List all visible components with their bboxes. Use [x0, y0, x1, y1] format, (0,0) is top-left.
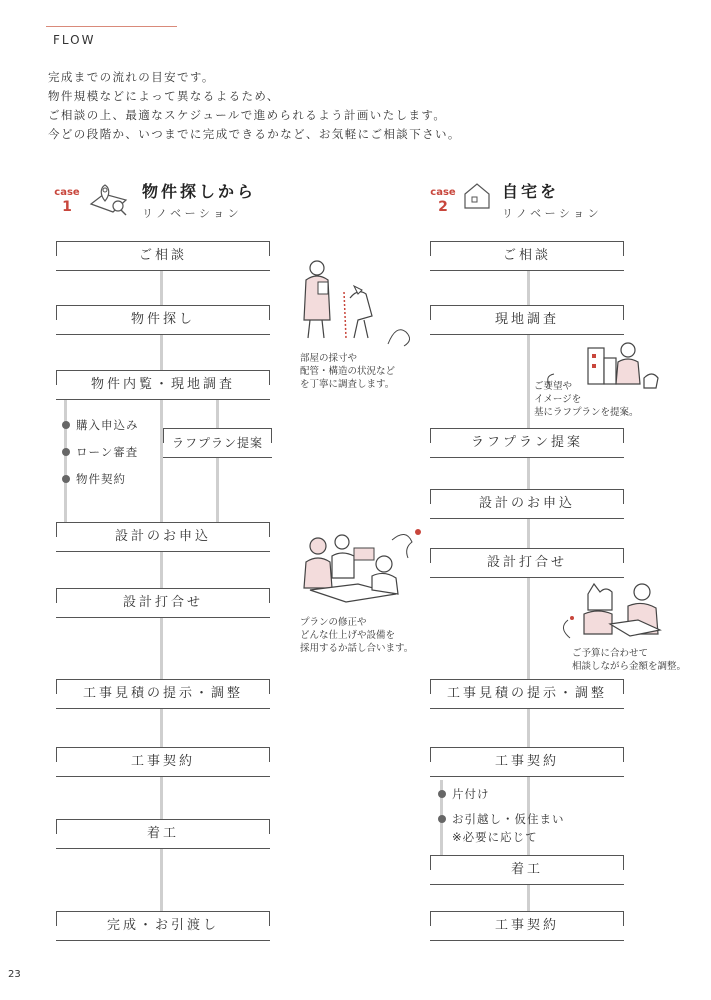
intro-line: 物件規模などによって異なるよるため、: [48, 89, 280, 103]
case2-sub-item: 片付け: [452, 787, 490, 801]
case2-step: 着工: [430, 855, 624, 885]
house-icon: [462, 181, 492, 211]
case2-step: 工事契約: [430, 911, 624, 941]
note-line: 採用するか話し合います。: [300, 643, 414, 654]
case2-step: ラフプラン提案: [430, 428, 624, 458]
case1-title: 物件探しから: [142, 182, 257, 201]
intro-line: ご相談の上、最適なスケジュールで進められるよう計画いたします。: [48, 108, 447, 122]
case2-step: 工事見積の提示・調整: [430, 679, 624, 709]
intro-text: [48, 68, 461, 144]
note-line: 配管・構造の状況など: [300, 366, 396, 377]
case2-badge: [428, 187, 458, 216]
case1-step: 物件内覧・現地調査: [56, 370, 270, 400]
note-line: 相談しながら金額を調整。: [572, 661, 687, 672]
note-line: ご予算に合わせて: [572, 648, 649, 659]
case2-step: 設計打合せ: [430, 548, 624, 578]
case1-side-step: ラフプラン提案: [163, 428, 272, 458]
meeting-note: [300, 616, 413, 655]
case1-branch-line: [216, 395, 219, 522]
case1-subtitle: リノベーション: [142, 207, 243, 220]
case1-sub-item: ローン審査: [76, 445, 139, 459]
case2-step: 設計のお申込: [430, 489, 624, 519]
plan-note: [534, 380, 639, 419]
case2-step: ご相談: [430, 241, 624, 271]
case-word: case: [54, 187, 80, 198]
header-rule: [46, 26, 177, 27]
meeting-illustration: [296, 528, 426, 613]
note-line: ご要望や: [534, 381, 573, 392]
case2-step: 現地調査: [430, 305, 624, 335]
case1-sub-item: 購入申込み: [76, 418, 139, 432]
note-line: イメージを: [534, 394, 582, 405]
map-pin-search-icon: [88, 180, 130, 216]
intro-line: 今どの段階か、いつまでに完成できるかなど、お気軽にご相談下さい。: [48, 127, 461, 141]
note-line: どんな仕上げや設備を: [300, 630, 396, 641]
case2-flow-line: [527, 250, 530, 930]
case2-sub-item: お引越し・仮住まい: [452, 812, 565, 826]
section-label: FLOW: [53, 33, 96, 47]
survey-note: [300, 352, 395, 391]
survey-illustration: [300, 258, 420, 348]
case1-step: 工事契約: [56, 747, 270, 777]
case1-badge: [52, 187, 82, 216]
estimate-illustration: [552, 580, 672, 645]
case2-sub-note: ※必要に応じて: [452, 830, 538, 844]
case1-branch-line: [64, 395, 67, 522]
case1-step: ご相談: [56, 241, 270, 271]
case1-step: 完成・お引渡し: [56, 911, 270, 941]
note-line: プランの修正や: [300, 617, 367, 628]
case2-subtitle: リノベーション: [502, 207, 603, 220]
page-number: 23: [8, 969, 21, 980]
case1-step: 設計のお申込: [56, 522, 270, 552]
case1-step: 物件探し: [56, 305, 270, 335]
note-line: を丁寧に調査します。: [300, 379, 395, 390]
bullet-dot: [62, 421, 70, 429]
case-number: 2: [438, 199, 448, 215]
note-line: 基にラフプランを提案。: [534, 407, 639, 418]
case1-step: 設計打合せ: [56, 588, 270, 618]
case2-title: 自宅を: [502, 182, 560, 201]
intro-line: 完成までの流れの目安です。: [48, 70, 215, 84]
note-line: 部屋の採寸や: [300, 353, 358, 364]
case1-sub-item: 物件契約: [76, 472, 126, 486]
bullet-dot: [62, 475, 70, 483]
bullet-dot: [438, 815, 446, 823]
estimate-note: [572, 647, 686, 673]
case-word: case: [430, 187, 456, 198]
case-number: 1: [62, 199, 72, 215]
case1-step: 着工: [56, 819, 270, 849]
bullet-dot: [62, 448, 70, 456]
case2-step: 工事契約: [430, 747, 624, 777]
case1-step: 工事見積の提示・調整: [56, 679, 270, 709]
bullet-dot: [438, 790, 446, 798]
